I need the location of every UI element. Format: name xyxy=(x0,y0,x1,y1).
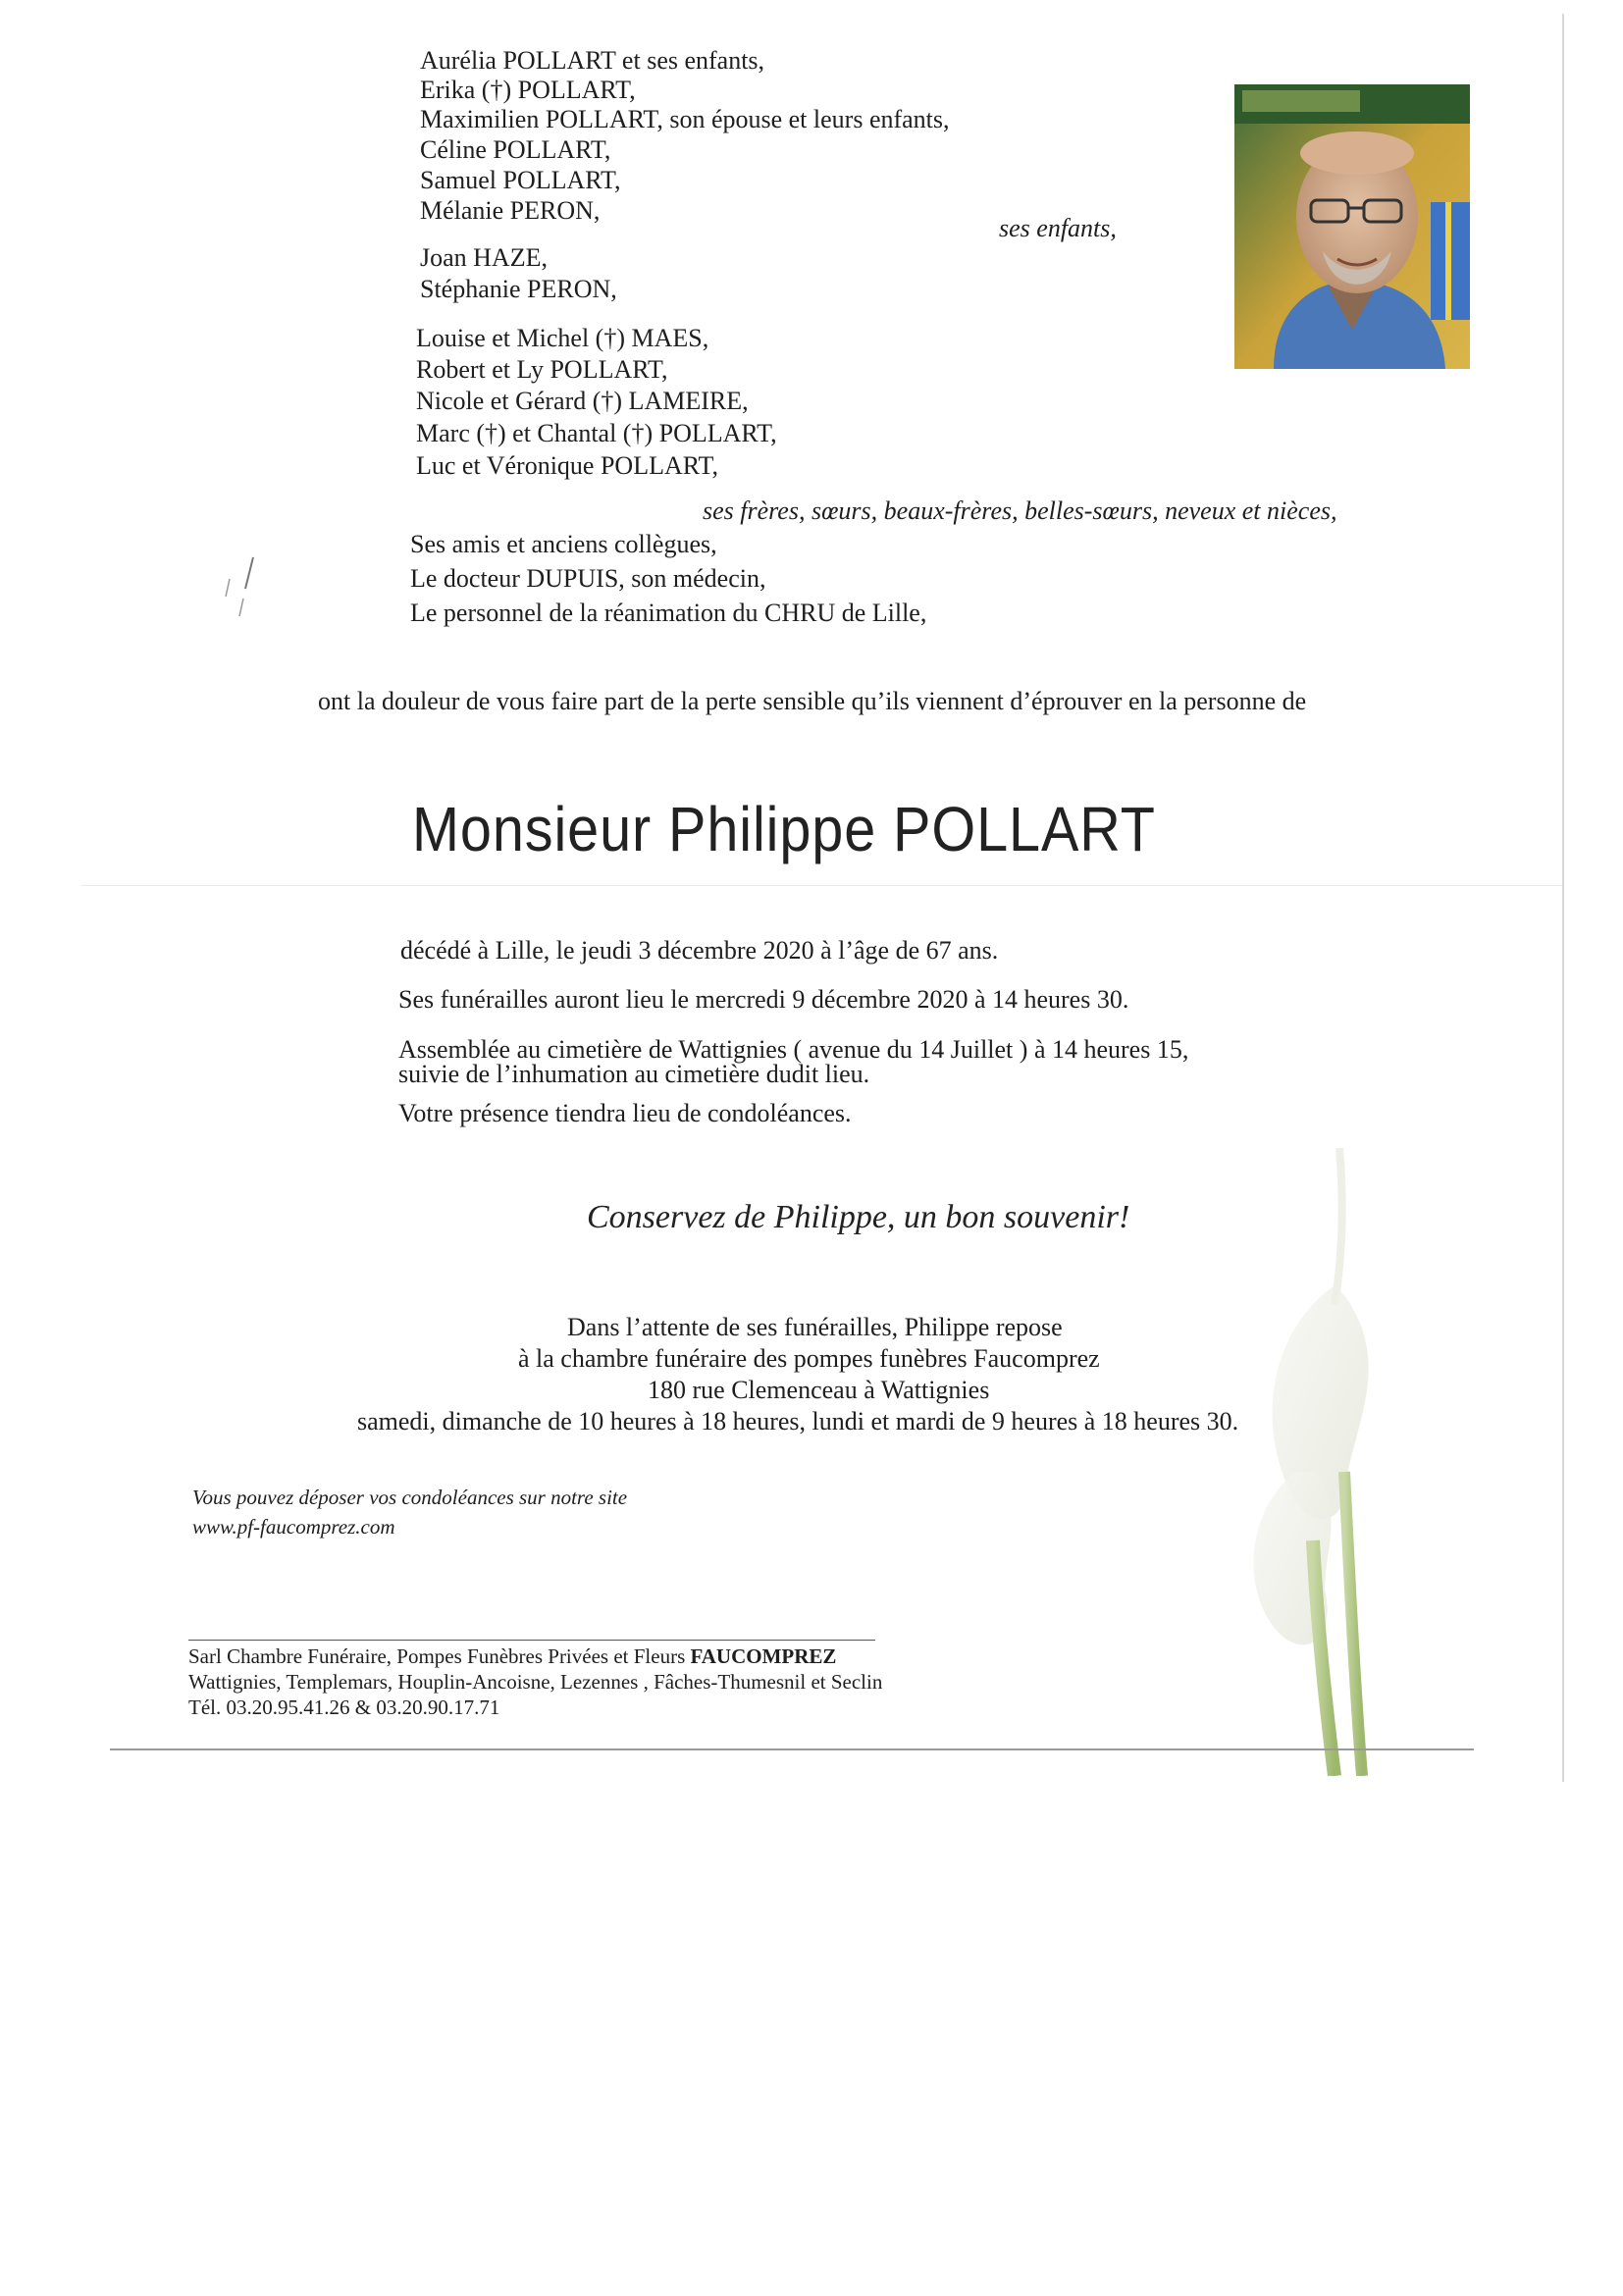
pen-mark xyxy=(214,549,273,628)
family-line: Le docteur DUPUIS, son médecin, xyxy=(410,564,766,593)
rest-info-line: Dans l’attente de ses funérailles, Philippe repose xyxy=(567,1313,1063,1341)
family-line: Samuel POLLART, xyxy=(420,166,621,194)
announcement-text: ont la douleur de vous faire part de la perte sensible qu’ils viennent d’éprouver en la personne de xyxy=(318,687,1307,715)
lily-decoration xyxy=(1148,1148,1501,1776)
company-phone: Tél. 03.20.95.41.26 & 03.20.90.17.71 xyxy=(188,1696,500,1719)
family-line: Ses amis et anciens collègues, xyxy=(410,530,717,558)
portrait-photo xyxy=(1234,84,1470,369)
company-line xyxy=(188,1644,836,1668)
ses-enfants-label: ses enfants, xyxy=(999,214,1117,242)
detail-line: Votre présence tiendra lieu de condoléances. xyxy=(398,1099,852,1127)
condolences-link[interactable]: www.pf-faucomprez.com xyxy=(192,1515,395,1539)
family-line: Nicole et Gérard (†) LAMEIRE, xyxy=(416,387,749,415)
condolences-text: Vous pouvez déposer vos condoléances sur notre site xyxy=(192,1486,628,1509)
deceased-name: Monsieur Philippe POLLART xyxy=(412,794,1156,864)
bottom-divider xyxy=(110,1748,1474,1750)
family-line: Erika (†) POLLART, xyxy=(420,76,636,104)
family-line: Stéphanie PERON, xyxy=(420,275,617,303)
family-line: Luc et Véronique POLLART, xyxy=(416,451,718,480)
family-line: Aurélia POLLART et ses enfants, xyxy=(420,46,765,75)
company-brand: FAUCOMPREZ xyxy=(690,1644,837,1668)
company-locations: Wattignies, Templemars, Houplin-Ancoisne, Lezennes , Fâches-Thumesnil et Seclin xyxy=(188,1670,883,1694)
detail-line: décédé à Lille, le jeudi 3 décembre 2020 à l’âge de 67 ans. xyxy=(400,936,999,965)
company-divider xyxy=(188,1640,875,1641)
family-line: Robert et Ly POLLART, xyxy=(416,355,668,384)
siblings-label: ses frères, sœurs, beaux-frères, belles-sœurs, neveux et nièces, xyxy=(703,496,1337,525)
fold-line xyxy=(80,885,1562,886)
family-line: Céline POLLART, xyxy=(420,135,611,164)
company-name-prefix: Sarl Chambre Funéraire, Pompes Funèbres Privées et Fleurs xyxy=(188,1644,691,1668)
family-line: Maximilien POLLART, son épouse et leurs enfants, xyxy=(420,105,950,133)
family-line: Marc (†) et Chantal (†) POLLART, xyxy=(416,419,777,447)
rest-info-line: samedi, dimanche de 10 heures à 18 heures, lundi et mardi de 9 heures à 18 heures 30. xyxy=(357,1407,1239,1435)
detail-line: Assemblée au cimetière de Wattignies ( avenue du 14 Juillet ) à 14 heures 15, xyxy=(398,1035,1189,1064)
detail-line: suivie de l’inhumation au cimetière dudit lieu. xyxy=(398,1060,870,1088)
rest-info-line: 180 rue Clemenceau à Wattignies xyxy=(648,1376,990,1404)
family-line: Louise et Michel (†) MAES, xyxy=(416,324,709,352)
remembrance-text: Conservez de Philippe, un bon souvenir! xyxy=(587,1199,1130,1235)
family-line: Le personnel de la réanimation du CHRU de Lille, xyxy=(410,599,927,627)
rest-info-line: à la chambre funéraire des pompes funèbres Faucomprez xyxy=(518,1344,1100,1373)
family-line: Joan HAZE, xyxy=(420,243,548,272)
detail-line: Ses funérailles auront lieu le mercredi 9 décembre 2020 à 14 heures 30. xyxy=(398,985,1129,1014)
family-line: Mélanie PERON, xyxy=(420,196,601,225)
